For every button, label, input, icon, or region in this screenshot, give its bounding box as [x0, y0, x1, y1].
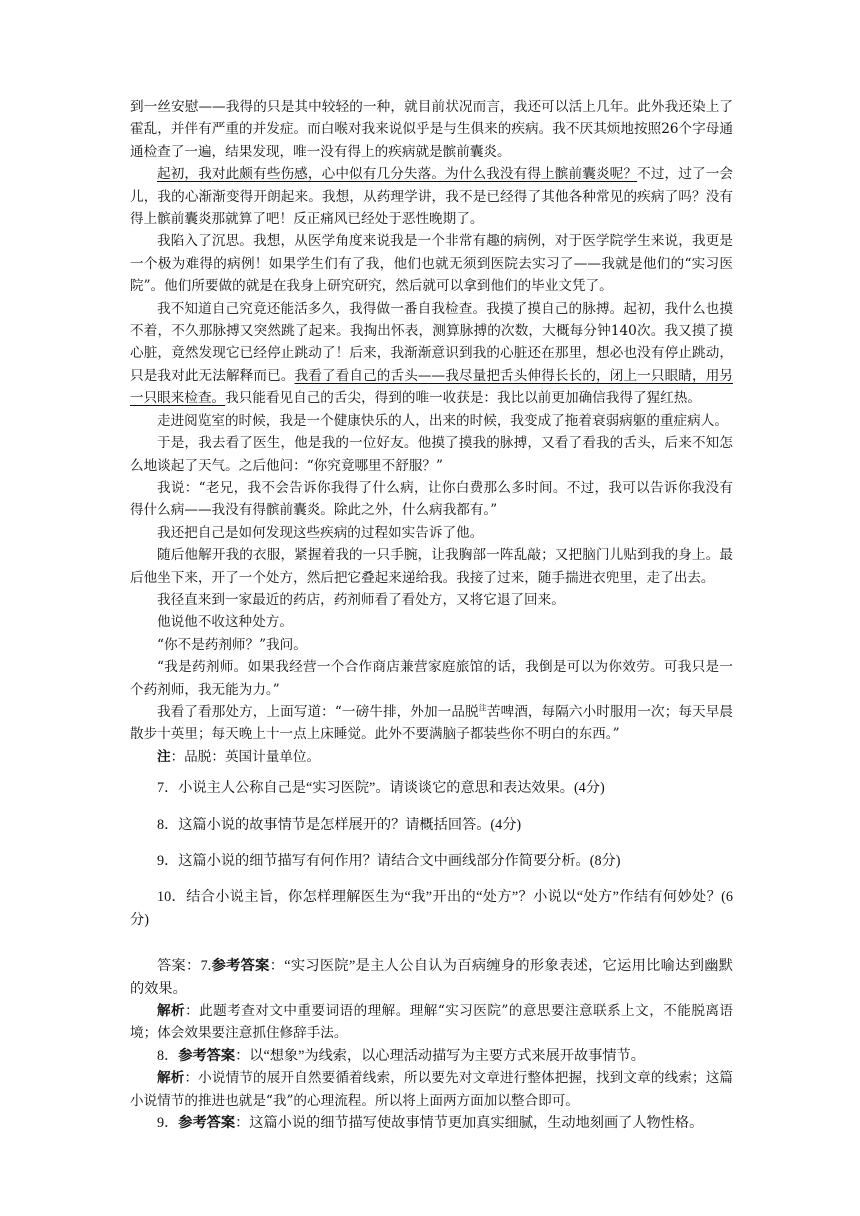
answer-prefix: 8． — [157, 1047, 179, 1064]
answer-label: 参考答案 — [178, 1115, 236, 1132]
underlined-sentence: 我看了看自己的舌头——我尽量把舌头伸得长长的，闭上一只眼睛，用另一只眼来检查。 — [130, 367, 734, 407]
paragraph-text: 不过，过了一会儿，我的心渐渐变得开朗起来。我想，从药理学讲，我不是已经得了其他各种常见的疾病了吗？没有得上髌前囊炎那就算了吧！反正痛风已经处于恶性晚期了。 — [130, 166, 734, 228]
analysis-text: ：小说情节的展开自然要循着线索，所以要先对文章进行整体把握，找到文章的线索；这篇小说情节的推进也就是“我”的心理流程。所以将上面两方面加以整合即可。 — [130, 1070, 733, 1109]
analysis-7 — [130, 1000, 733, 1045]
story-paragraph-4 — [130, 298, 733, 410]
answer-text: ：“实习医院”是主人公自认为百病缠身的形象表述，它运用比喻达到幽默的效果。 — [130, 958, 733, 997]
answer-prefix: 9． — [157, 1115, 179, 1132]
answer-text: ：这篇小说的细节描写使故事情节更加真实细腻，生动地刻画了人物性格。 — [235, 1115, 704, 1132]
answer-9 — [130, 1112, 733, 1134]
answer-label: 参考答案 — [211, 958, 270, 975]
story-paragraph-5: 走进阅览室的时候，我是一个健康快乐的人，出来的时候，我变成了拖着衰弱病躯的重症病人。 — [157, 412, 728, 429]
question-9: 9．这篇小说的细节描写有何作用？请结合文中画线部分作简要分析。(8分) — [157, 853, 621, 869]
footnote-marker: 注 — [478, 703, 487, 713]
story-paragraph-12: “你不是药剂师？”我问。 — [157, 636, 307, 653]
analysis-label: 解析 — [157, 1003, 186, 1020]
question-7: 7．小说主人公称自己是“实习医院”。请谈谈它的意思和表达效果。(4分) — [157, 780, 605, 797]
paragraph-text: 我不知道自己究竟还能活多久，我得做一番自我检查。我摸了摸自己的脉搏。起初，我什么也摸不着，不久那脉搏又突然跳了起来。我掏出怀表，测算脉搏的次数，大概每分钟140次。我又摸了摸心脏，竟然发现它已经停止跳动了！后来，我渐渐意识到我的心脏还在那里，想必也没有停止跳动，只是我对此无法解释而已。 — [130, 300, 733, 384]
answer-7 — [130, 955, 733, 1000]
story-paragraph-6: 于是，我去看了医生，他是我的一位好友。他摸了摸我的脉搏，又看了看我的舌头，后来不知怎么地谈起了天气。之后他问：“你究竟哪里不舒服？” — [130, 435, 733, 474]
story-paragraph-13: “我是药剂师。如果我经营一个合作商店兼营家庭旅馆的话，我倒是可以为你效劳。可我只是一个药剂师，我无能为力。” — [130, 659, 733, 698]
paragraph-text: 苦啤酒，每隔六小时服用一次；每天早晨散步十英里；每天晚上十一点上床睡觉。此外不要满脑子都装些你不明白的东西。” — [130, 703, 734, 743]
footnote — [130, 746, 733, 768]
analysis-8 — [130, 1067, 733, 1112]
analysis-label: 解析 — [157, 1070, 185, 1087]
question-8: 8．这篇小说的故事情节是怎样展开的？请概括回答。(4分) — [157, 816, 522, 833]
answer-label: 参考答案 — [178, 1047, 236, 1064]
story-paragraph-7: 我说：“老兄，我不会告诉你我得了什么病，让你白费那么多时间。不过，我可以告诉你我没有得什么病——我没有得髌前囊炎。除此之外，什么病我都有。” — [130, 479, 733, 519]
story-paragraph-8: 我还把自己是如何发现这些疾病的过程如实告诉了他。 — [157, 524, 484, 541]
story-paragraph-1: 到一丝安慰——我得的只是其中较轻的一种，就目前状况而言，我还可以活上几年。此外我还染上了霍乱，并伴有严重的并发症。而白喉对我来说似乎是与生俱来的疾病。我不厌其烦地按照26个字母通通检查了一遍，结果发现，唯一没有得上的疾病就是髌前囊炎。 — [130, 99, 733, 160]
story-paragraph-9: 随后他解开我的衣服，紧握着我的一只手腕，让我胸部一阵乱敲；又把脑门儿贴到我的身上。最后他坐下来，开了一个处方，然后把它叠起来递给我。我接了过来，随手揣进衣兜里，走了出去。 — [130, 547, 733, 586]
story-paragraph-10: 我径直来到一家最近的药店，药剂师看了看处方，又将它退了回来。 — [157, 591, 565, 608]
analysis-text: ：此题考查对文中重要词语的理解。理解“实习医院”的意思要注意联系上文，不能脱离语境；体会效果要注意抓住修辞手法。 — [130, 1003, 734, 1042]
underlined-sentence: 起初，我对此颇有些伤感，心中似有几分失落。为什么我没有得上髌前囊炎呢？ — [157, 166, 638, 183]
footnote-text: ：品脱：英国计量单位。 — [170, 748, 321, 765]
question-10: 10．结合小说主旨，你怎样理解医生为“我”开出的“处方”？小说以“处方”作结有何妙处？(6分) — [130, 889, 733, 928]
document-page — [130, 96, 733, 1134]
answer-text: ：以“想象”为线索，以心理活动描写为主要方式来展开故事情节。 — [235, 1047, 645, 1064]
footnote-label: 注 — [157, 748, 171, 765]
story-paragraph-3: 我陷入了沉思。我想，从医学角度来说我是一个非常有趣的病例，对于医学院学生来说，我更是一个极为难得的病例！如果学生们有了我，他们也就无须到医院去实习了——我就是他们的“实习医院”。他们所要做的就是在我身上研究研究，然后就可以拿到他们的毕业文凭了。 — [130, 233, 733, 295]
answer-prefix: 答案：7. — [157, 958, 212, 975]
story-paragraph-2 — [130, 163, 733, 230]
paragraph-text: 我看了看那处方，上面写道：“一磅牛排，外加一品脱 — [157, 703, 479, 720]
story-paragraph-14 — [130, 701, 733, 746]
paragraph-text: 我只能看见自己的舌尖，得到的唯一收获是：我比以前更加确信我得了猩红热。 — [225, 390, 701, 407]
story-paragraph-11: 他说他不收这种处方。 — [157, 614, 293, 631]
answer-8 — [130, 1045, 733, 1067]
